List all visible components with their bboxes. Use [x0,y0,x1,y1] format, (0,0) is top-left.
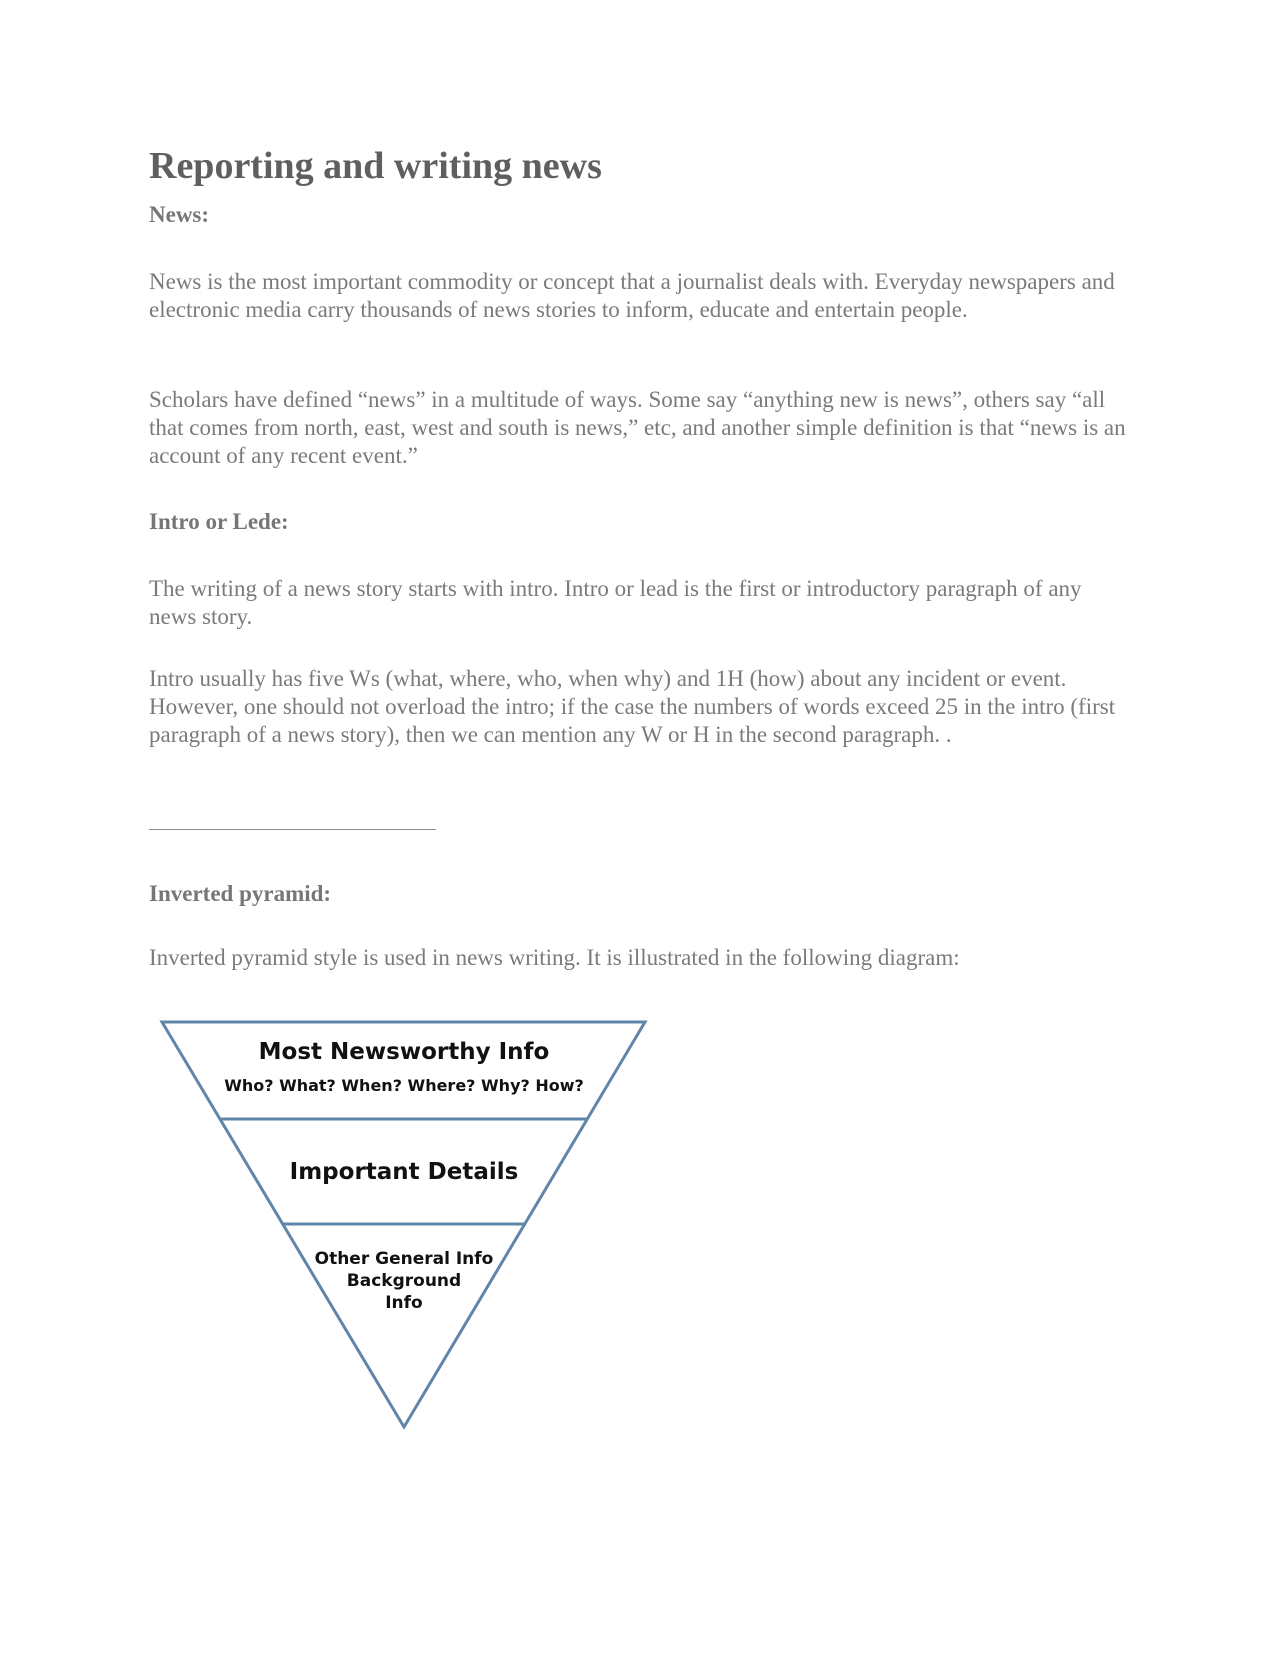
paragraph-intro-definition: The writing of a news story starts with intro. Intro or lead is the first or introductory paragraph of any news story. [149,576,1082,629]
paragraph-news-scholars: Scholars have defined “news” in a multitude of ways. Some say “anything new is news”, others say “all that comes from north, east, west and south is news,” etc, and another simple definition is that “news is an account of any recent event.” [149,387,1126,468]
tier3-line3: Info [385,1293,423,1313]
page-title: Reporting and writing news [149,145,602,187]
inverted-pyramid-diagram [158,1018,658,1438]
tier1-subtitle: Who? What? When? Where? Why? How? [224,1076,584,1095]
paragraph-inverted-pyramid: Inverted pyramid style is used in news writing. It is illustrated in the following diagram: [149,945,960,970]
paragraph-news-definition: News is the most important commodity or concept that a journalist deals with. Everyday newspapers and electronic media carry thousands of news stories to inform, educate and entertain people. [149,269,1115,322]
heading-news: News: [149,202,210,227]
paragraph-intro-five-ws: Intro usually has five Ws (what, where, who, when why) and 1H (how) about any incident or event. However, one should not overload the intro; if the case the numbers of words exceed 25 in the intro (first paragraph of a news story), then we can mention any W or H in the second paragraph. . [149,666,1116,747]
tier3-line2: Background [346,1271,462,1291]
heading-inverted-pyramid: Inverted pyramid: [149,881,332,906]
tier2-title: Important Details [289,1159,519,1185]
heading-intro-lede: Intro or Lede: [149,509,289,534]
horizontal-rule [149,829,436,830]
tier1-title: Most Newsworthy Info [258,1039,550,1065]
tier3-line1: Other General Info [314,1249,494,1269]
